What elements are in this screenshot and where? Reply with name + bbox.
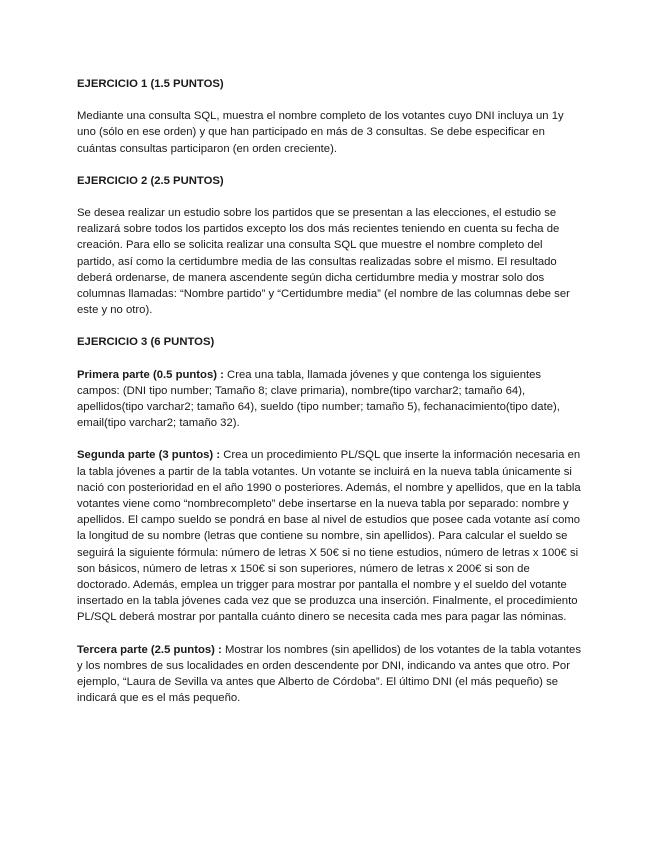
exercise-3-part-3-text: Mostrar los nombres (sin apellidos) de los votantes de la tabla votantes y los nombres de sus localidades en orden descendente por DNI, indicando va antes que otro. Por ejemplo, “Laura de Sevilla va antes que Alberto de Córdoba”. El último DNI (el más pequeño) se indicará que es el más pequeño. [77, 643, 581, 705]
exercise-3-part-3-label: Tercera parte (2.5 puntos) : [77, 643, 222, 656]
exercise-3-part-1-label: Primera parte (0.5 puntos) : [77, 368, 224, 381]
exercise-1-text: Mediante una consulta SQL, muestra el nombre completo de los votantes cuyo DNI incluya un 1y uno (sólo en ese orden) y que han participado en más de 3 consultas. Se debe especificar en cuántas consultas participaron (en orden creciente). [77, 110, 564, 155]
exercise-3-part-3 [77, 642, 581, 707]
exercise-3-part-2-text: Crea un procedimiento PL/SQL que inserte la información necesaria en la tabla jóvenes a partir de la tabla votantes. Un votante se incluirá en la nueva tabla únicamente si nació con posterioridad en el año 1990 o posteriores. Además, el nombre y apellidos, que en la tabla votantes viene como “nombrecompleto” debe insertarse en la nueva tabla por separado: nombre y apellidos. El campo sueldo se pondrá en base al nivel de estudios que posee cada votante así como la longitud de su nombre (letras que contiene su nombre, sin apellidos). Para calcular el sueldo se seguirá la siguiente fórmula: número de letras X 50€ si no tiene estudios, número de letras x 100€ si son básicos, número de letras x 150€ si son superiores, número de letras x 200€ si son de doctorado. Además, emplea un trigger para mostrar por pantalla el nombre y el sueldo del votante insertado en la tabla jóvenes cada vez que se produzca una inserción. Finalmente, el procedimiento PL/SQL deberá mostrar por pantalla cuánto dinero se necesita cada mes para pagar las nóminas. [77, 449, 581, 624]
exercise-3-part-1 [77, 367, 581, 432]
exercise-3-part-2-label: Segunda parte (3 puntos) : [77, 449, 221, 462]
exercise-1-heading: EJERCICIO 1 (1.5 PUNTOS) [77, 78, 224, 90]
document-body [77, 76, 581, 723]
exercise-3-part-2 [77, 447, 581, 625]
exercise-3-part-1-text: Crea una tabla, llamada jóvenes y que contenga los siguientes campos: (DNI tipo number; Tamaño 8; clave primaria), nombre(tipo varchar2; tamaño 64), apellidos(tipo varchar2; tamaño 64), sueldo (tipo number; tamaño 5), fechanacimiento(tipo date), email(tipo varchar2; tamaño 32). [77, 368, 560, 430]
exercise-2-heading: EJERCICIO 2 (2.5 PUNTOS) [77, 174, 224, 187]
exercise-3-heading: EJERCICIO 3 (6 PUNTOS) [77, 336, 215, 349]
exercise-2-text: Se desea realizar un estudio sobre los partidos que se presentan a las elecciones, el estudio se realizará sobre todos los partidos excepto los dos más recientes teniendo en cuenta su fecha de creación. Para ello se solicita realizar una consulta SQL que muestre el nombre completo del partido, así como la certidumbre media de las consultas realizadas sobre el mismo. El resultado deberá ordenarse, de manera ascendente según dicha certidumbre media y mostrar solo dos columnas llamadas: “Nombre partido” y “Certidumbre media” (el nombre de las columnas debe ser este y no otro). [77, 207, 570, 317]
